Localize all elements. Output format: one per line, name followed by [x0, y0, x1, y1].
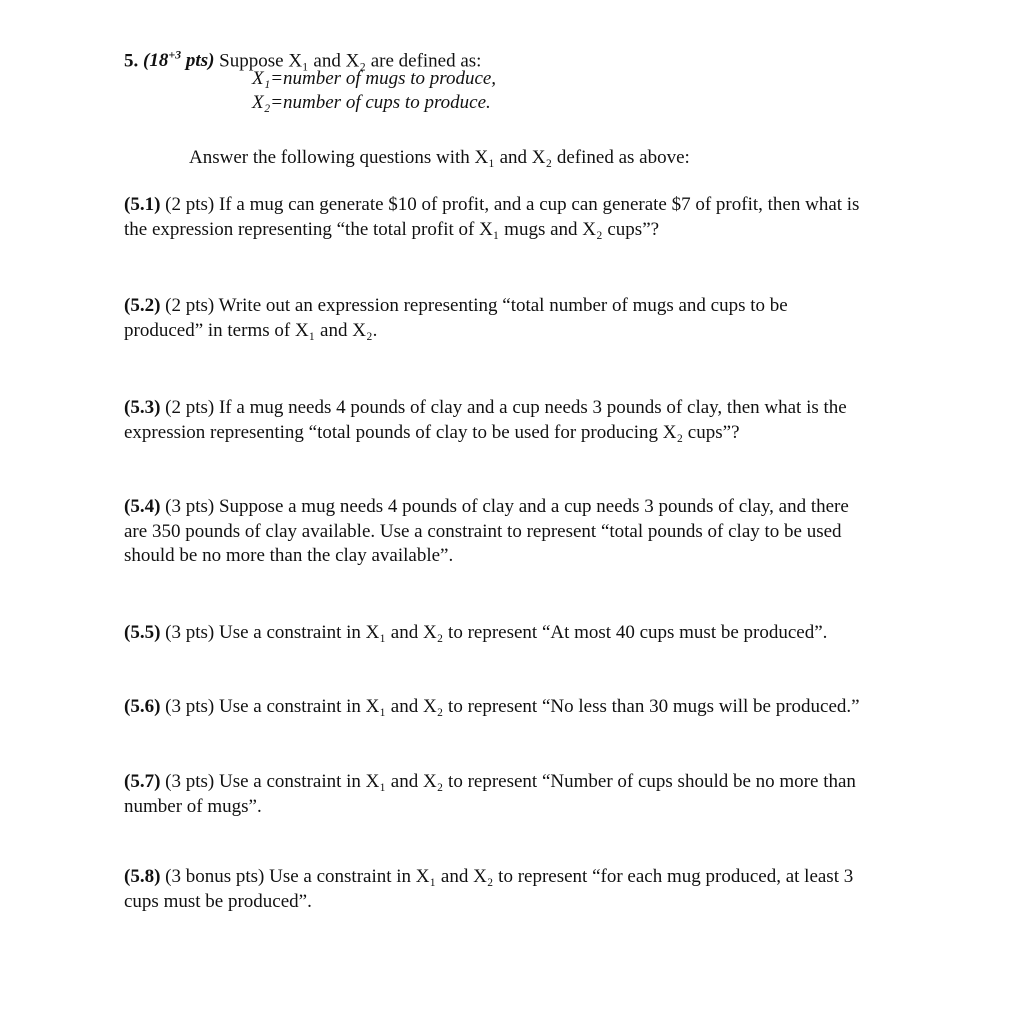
question-text: (2 pts) Write out an expression representing “total number of mugs and cups to be: [160, 295, 788, 316]
question-text: produced” in terms of X₁ and X₂.: [124, 319, 378, 341]
question-text: cups must be produced”.: [124, 890, 312, 912]
definition-x1: X₁=number of mugs to produce,: [252, 68, 497, 89]
problem-number: 5.: [124, 50, 139, 72]
question-5-2: [124, 294, 788, 343]
question-5-3: [124, 396, 847, 445]
question-text: (3 pts) Use a constraint in X₁ and X₂ to represent “Number of cups should be no more than: [160, 771, 856, 792]
question-5-4: [124, 495, 849, 569]
question-text: should be no more than the clay available”.: [124, 545, 454, 566]
question-label: (5.2): [124, 295, 161, 316]
problem-points: ($18^{+3}$ pts): [143, 48, 215, 72]
question-5-8: [124, 865, 853, 914]
question-label: (5.1): [124, 194, 161, 215]
bonus-points: +3: [168, 48, 182, 62]
question-text: (3 pts) Use a constraint in X₁ and X₂ to represent “No less than 30 mugs will be produced.”: [160, 696, 860, 717]
question-label: (5.5): [124, 622, 161, 643]
question-label: (5.4): [124, 496, 161, 517]
question-5-7: [124, 770, 856, 819]
question-5-1: [124, 193, 859, 242]
question-text: (2 pts) If a mug can generate $10 of profit, and a cup can generate $7 of profit, then what is: [160, 194, 860, 215]
definition-x2: X₂=number of cups to produce.: [252, 92, 491, 113]
question-label: (5.8): [124, 866, 161, 887]
question-text: the expression representing “the total profit of X₁ mugs and X₂ cups”?: [124, 218, 660, 240]
question-text: number of mugs”.: [124, 795, 262, 817]
question-label: (5.6): [124, 696, 161, 717]
question-text: are 350 pounds of clay available. Use a constraint to represent “total pounds of clay to be used: [124, 520, 842, 542]
problem-intro: Suppose X₁ and X₂ are defined as:: [214, 50, 482, 72]
question-text: expression representing “total pounds of clay to be used for producing X₂ cups”?: [124, 421, 740, 443]
question-text: (3 bonus pts) Use a constraint in X₁ and X₂ to represent “for each mug produced, at least 3: [160, 866, 854, 887]
question-text: (3 pts) Use a constraint in X₁ and X₂ to represent “At most 40 cups must be produced”.: [160, 622, 828, 643]
question-5-5: [124, 621, 827, 646]
question-label: (5.7): [124, 771, 161, 792]
instruction: Answer the following questions with X₁ and X₂ defined as above:: [189, 147, 690, 168]
question-label: (5.3): [124, 397, 161, 418]
question-text: (3 pts) Suppose a mug needs 4 pounds of clay and a cup needs 3 pounds of clay, and there: [160, 496, 849, 517]
question-text: (2 pts) If a mug needs 4 pounds of clay and a cup needs 3 pounds of clay, then what is the: [160, 397, 847, 418]
question-5-6: [124, 695, 860, 720]
